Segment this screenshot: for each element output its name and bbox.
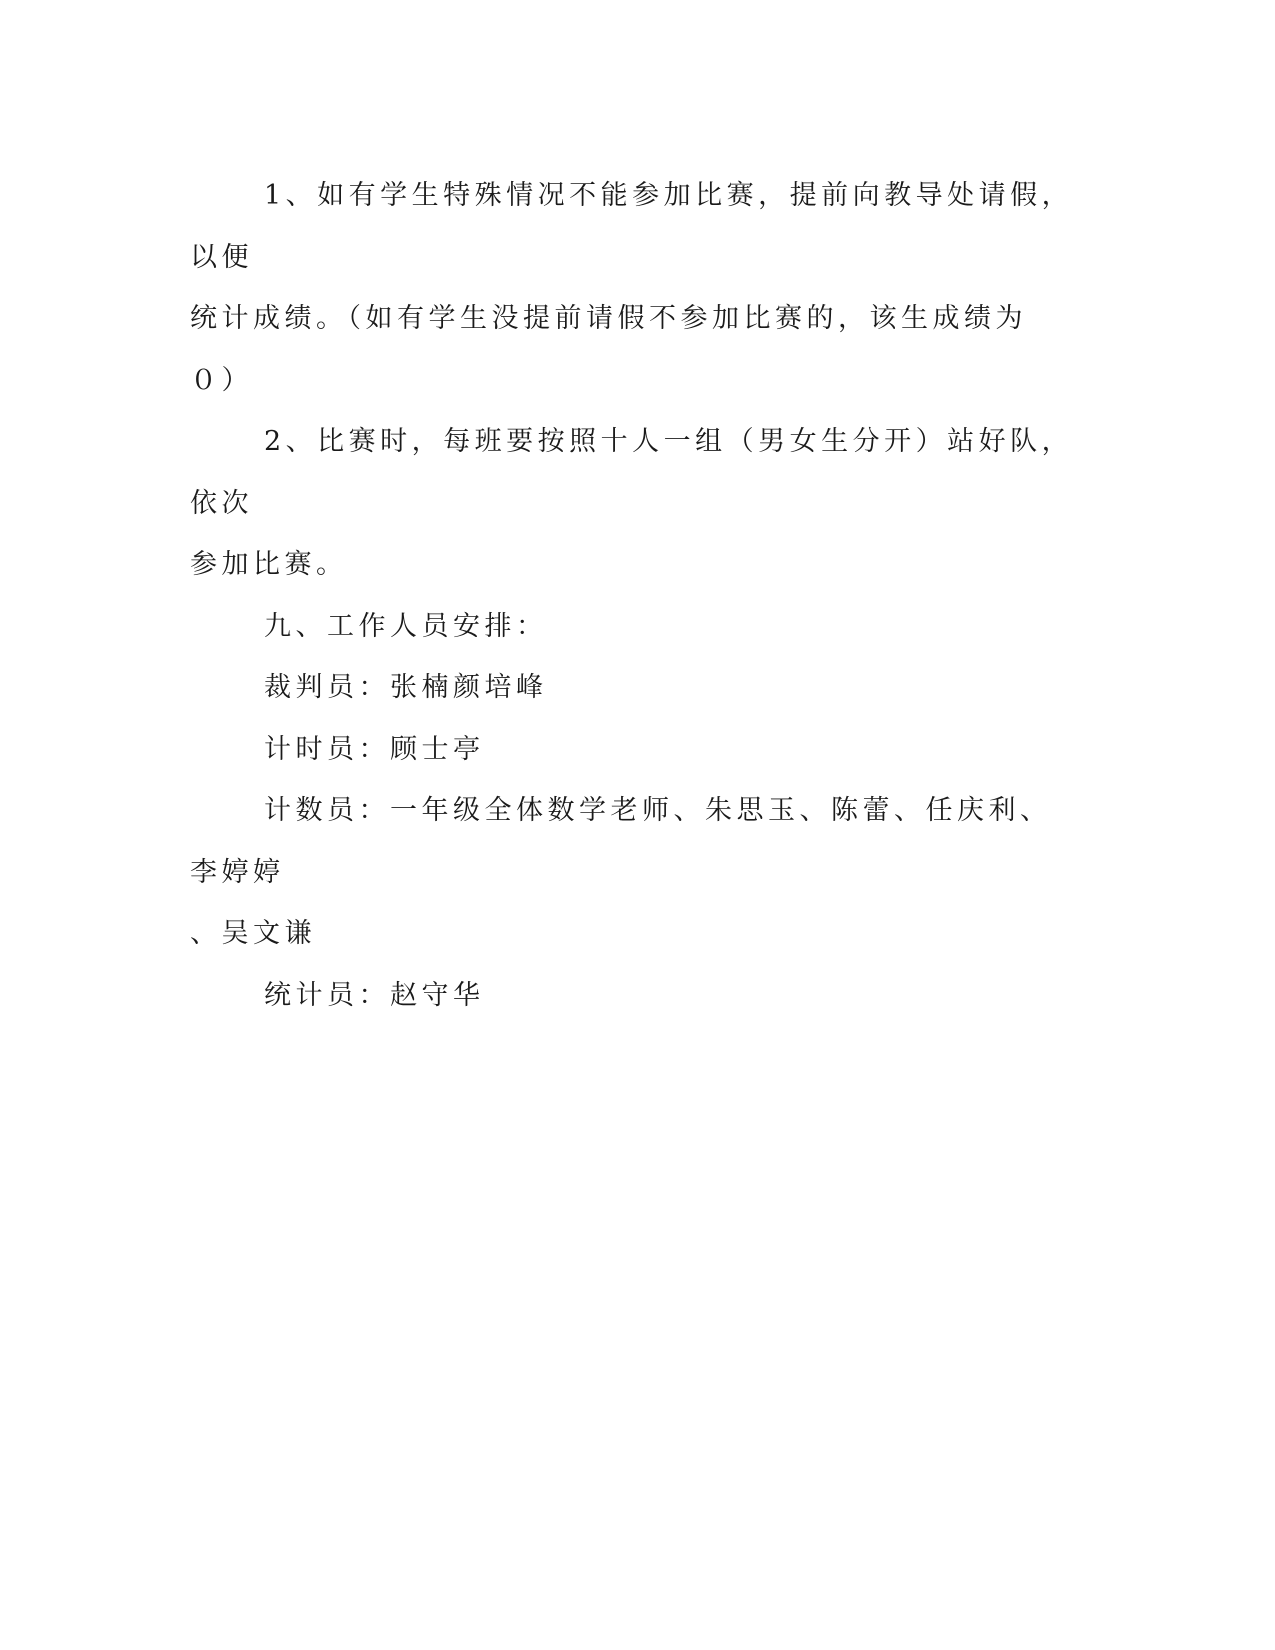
paragraph-counter [190,780,1075,965]
document-body [190,165,1075,1026]
paragraph-referee [190,657,1075,719]
text-line: 裁判员：张楠颜培峰 [264,672,548,703]
text-line: 统计成绩。（如有学生没提前请假不参加比赛的，该生成绩为０） [190,303,1027,396]
text-line: 九、工作人员安排： [264,610,548,642]
text-line: 2、比赛时，每班要按照十人一组（男女生分开）站好队，依次 [190,426,1074,519]
paragraph-timekeeper [190,719,1075,781]
text-line: 统计员：赵守华 [264,979,485,1011]
text-line: 计数员：一年级全体数学老师、朱思玉、陈蕾、任庆利、李婷婷 [190,795,1052,888]
paragraph-queue-rule [190,411,1075,596]
text-line: 1、如有学生特殊情况不能参加比赛，提前向教导处请假，以便 [190,180,1074,273]
text-line: 、吴文谦 [190,918,316,949]
section-heading-staff [190,596,1075,658]
text-line: 参加比赛。 [190,549,348,580]
text-line: 计时员：顾士亭 [264,733,485,765]
paragraph-statistician [190,965,1075,1027]
paragraph-leave-rule [190,165,1075,411]
